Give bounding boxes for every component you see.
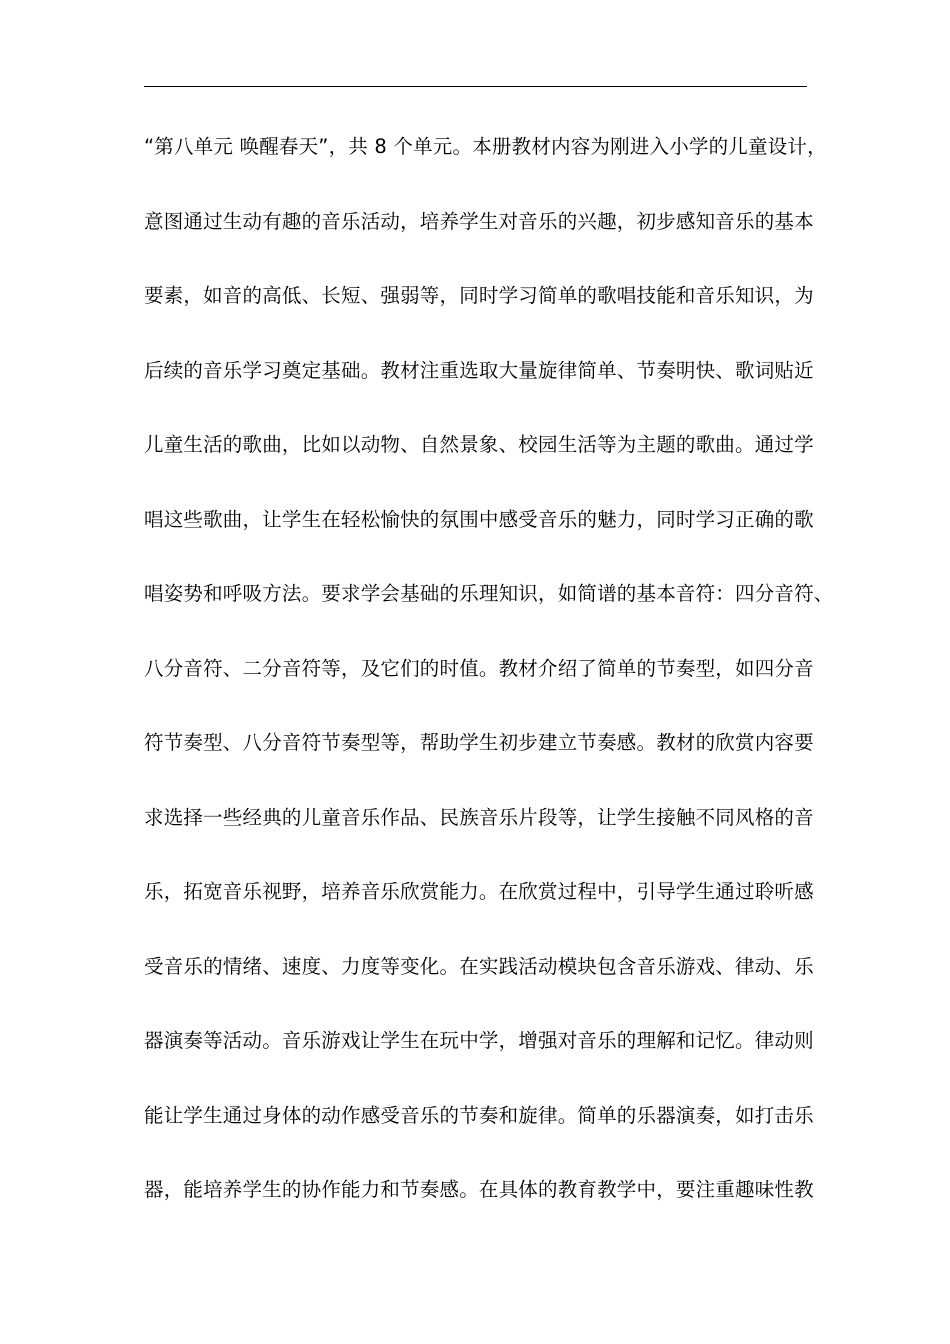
header-rule (144, 86, 807, 87)
text-line: 求选择一些经典的儿童音乐作品、民族音乐片段等，让学生接触不同风格的音 (144, 805, 814, 829)
text-line: 乐，拓宽音乐视野，培养音乐欣赏能力。在欣赏过程中，引导学生通过聆听感 (144, 880, 814, 903)
text-line: 儿童生活的歌曲，比如以动物、自然景象、校园生活等为主题的歌曲。通过学 (144, 433, 814, 456)
text-line: 八分音符、二分音符等，及它们的时值。教材介绍了简单的节奏型，如四分音 (144, 656, 814, 680)
text-line: 要素，如音的高低、长短、强弱等，同时学习简单的歌唱技能和音乐知识，为 (144, 284, 814, 307)
text-line: 能让学生通过身体的动作感受音乐的节奏和旋律。简单的乐器演奏，如打击乐 (144, 1103, 814, 1127)
body-text (144, 130, 834, 1248)
text-line: 后续的音乐学习奠定基础。教材注重选取大量旋律简单、节奏明快、歌词贴近 (144, 358, 814, 382)
text-line: “第八单元 唤醒春天”，共 8 个单元。本册教材内容为刚进入小学的儿童设计， (144, 135, 827, 158)
text-line: 受音乐的情绪、速度、力度等变化。在实践活动模块包含音乐游戏、律动、乐 (144, 954, 814, 978)
text-line: 器，能培养学生的协作能力和节奏感。在具体的教育教学中，要注重趣味性教 (144, 1178, 814, 1201)
text-line: 符节奏型、八分音符节奏型等，帮助学生初步建立节奏感。教材的欣赏内容要 (144, 731, 814, 754)
text-line: 唱这些歌曲，让学生在轻松愉快的氛围中感受音乐的魅力，同时学习正确的歌 (144, 507, 814, 531)
text-line: 唱姿势和呼吸方法。要求学会基础的乐理知识，如简谱的基本音符：四分音符、 (144, 582, 834, 605)
text-line: 意图通过生动有趣的音乐活动，培养学生对音乐的兴趣，初步感知音乐的基本 (144, 209, 814, 233)
text-line: 器演奏等活动。音乐游戏让学生在玩中学，增强对音乐的理解和记忆。律动则 (144, 1029, 814, 1052)
